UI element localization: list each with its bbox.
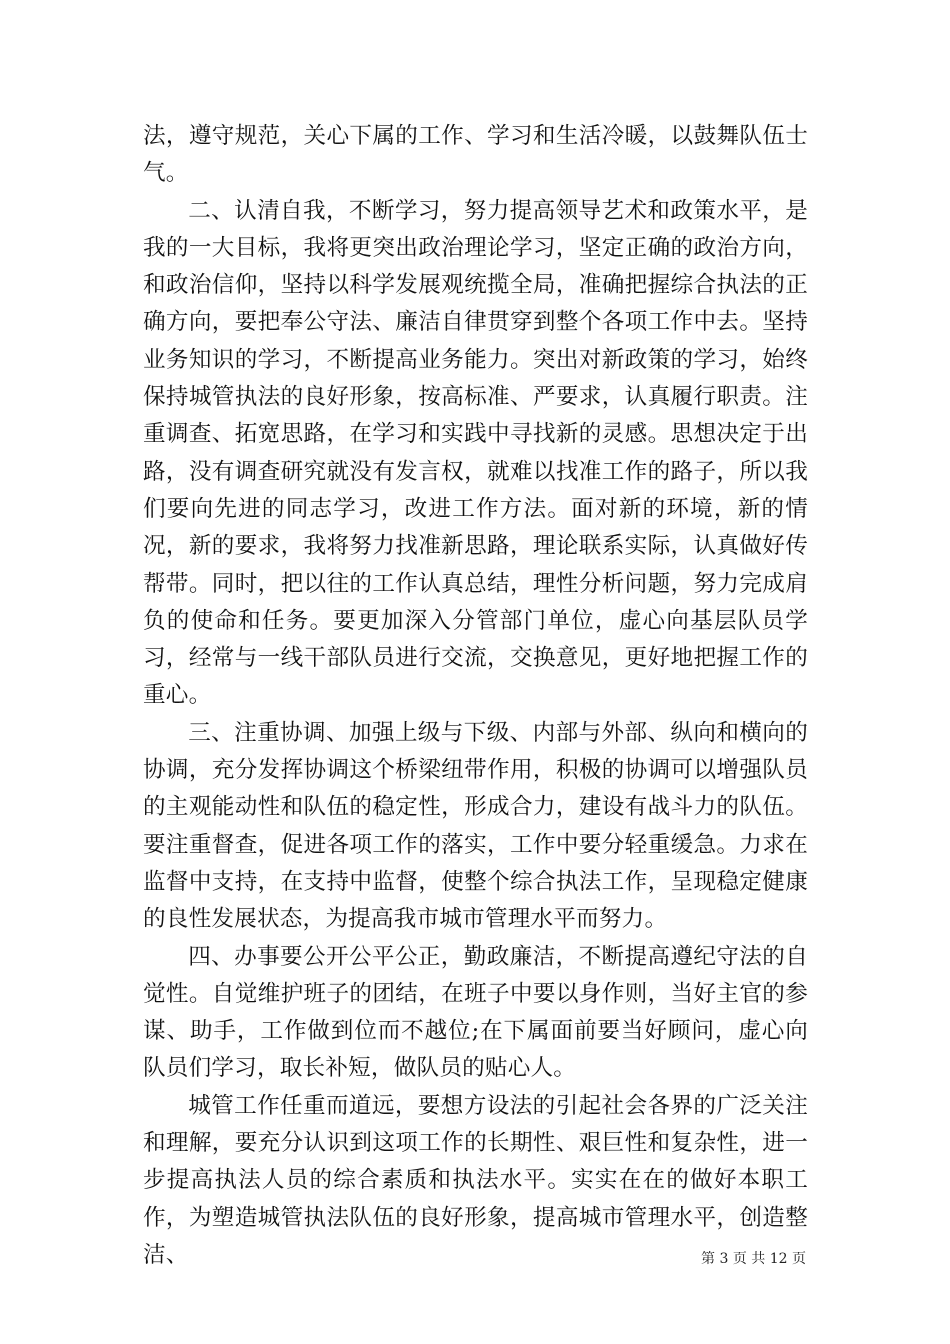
paragraph-section-four: 四、办事要公开公平公正，勤政廉洁，不断提高遵纪守法的自觉性。自觉维护班子的团结，在班子中要以身作则，当好主官的参谋、助手，工作做到位而不越位;在下属面前要当好顾问，虚心向队员们学习，取长补短，做队员的贴心人。: [143, 943, 808, 1082]
paragraph-conclusion: 城管工作任重而道远，要想方设法的引起社会各界的广泛关注和理解，要充分认识到这项工作的长期性、艰巨性和复杂性，进一步提高执法人员的综合素质和执法水平。实实在在的做好本职工作，为塑造城管执法队伍的良好形象，提高城市管理水平，创造整洁、: [143, 1092, 808, 1268]
page-number-footer: 第 3 页 共 12 页: [701, 1251, 806, 1267]
paragraph-continuation: 法，遵守规范，关心下属的工作、学习和生活冷暖，以鼓舞队伍士气。: [143, 123, 808, 187]
document-body: [143, 118, 808, 1274]
paragraph-section-two: 二、认清自我，不断学习，努力提高领导艺术和政策水平，是我的一大目标，我将更突出政治理论学习，坚定正确的政治方向，和政治信仰，坚持以科学发展观统揽全局，准确把握综合执法的正确方向，要把奉公守法、廉洁自律贯穿到整个各项工作中去。坚持业务知识的学习，不断提高业务能力。突出对新政策的学习，始终保持城管执法的良好形象，按高标准、严要求，认真履行职责。注重调查、拓宽思路，在学习和实践中寻找新的灵感。思想决定于出路，没有调查研究就没有发言权，就难以找准工作的路子，所以我们要向先进的同志学习，改进工作方法。面对新的环境，新的情况，新的要求，我将努力找准新思路，理论联系实际，认真做好传帮带。同时，把以往的工作认真总结，理性分析问题，努力完成肩负的使命和任务。要更加深入分管部门单位，虚心向基层队员学习，经常与一线干部队员进行交流，交换意见，更好地把握工作的重心。: [143, 197, 808, 709]
paragraph-section-three: 三、注重协调、加强上级与下级、内部与外部、纵向和横向的协调，充分发挥协调这个桥梁纽带作用，积极的协调可以增强队员的主观能动性和队伍的稳定性，形成合力，建设有战斗力的队伍。要注重督查，促进各项工作的落实，工作中要分轻重缓急。力求在监督中支持，在支持中监督，使整个综合执法工作，呈现稳定健康的良性发展状态，为提高我市城市管理水平而努力。: [143, 719, 808, 933]
